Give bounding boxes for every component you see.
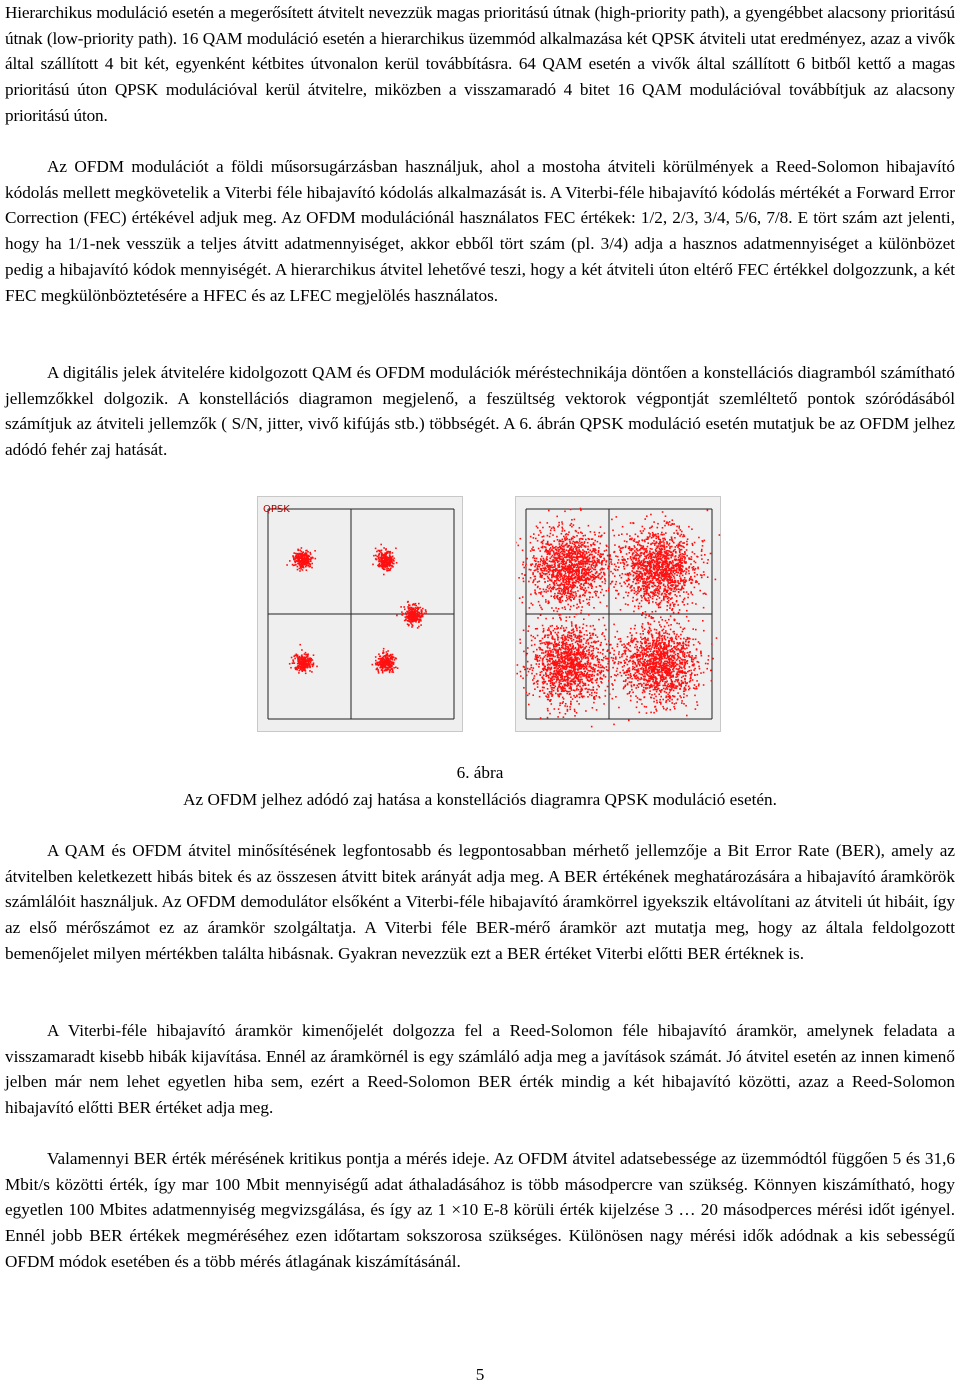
paragraph-constellation: A digitális jelek átvitelére kidolgozott QAM és OFDM modulációk méréstechnikája döntően a konstellációs diagramból számítható jellemzőkkel dolgozik. A konstellációs diagramon megjelenő, a feszültség vektorok végpontját szemléltető pontok szóródásából számítjuk az átviteli jellemzők ( S/N, jitter, vivő kifújás stb.) többségét. A 6. ábrán QPSK moduláció esetén mutatjuk be az OFDM jelhez adódó fehér zaj hatását. [5, 360, 955, 463]
constellation-cluster [396, 601, 427, 629]
constellation-cluster [372, 544, 397, 576]
paragraph-ber: A QAM és OFDM átvitel minősítésének legfontosabb és legpontosabban mérhető jellemzője a Bit Error Rate (BER), amely az átvitelben keletkezett hibás bitek és az összesen átvitt bitek arányát adja meg. A BER értékének meghatározására a hibajavító áramkörök számlálóit használjuk. Az OFDM demodulátor elsőként a Viterbi-féle hibajavító áramkörrel igyekszik eltávolítani az átviteli út hibáit, így az első mérőszámot ez az áramkör szolgáltatja. A Viterbi féle BER-mérő áramkör azt mutatja meg, hogy az általa feldolgozott bemenőjelet milyen mértékben találta hibásnak. Gyakran nevezzük ezt a BER értéket Viterbi előtti BER értéknek is. [5, 838, 955, 967]
panel-label: QPSK [263, 504, 290, 516]
constellation-plot-clean [258, 497, 464, 733]
page-number: 5 [0, 1362, 960, 1388]
figure-caption: Az OFDM jelhez adódó zaj hatása a konstellációs diagramra QPSK moduláció esetén. [0, 787, 960, 813]
figure-number: 6. ábra [0, 760, 960, 786]
constellation-plot-noisy [516, 497, 722, 733]
figure-constellation [257, 496, 465, 732]
constellation-cluster [289, 644, 318, 674]
constellation-panel-noisy [515, 496, 721, 732]
paragraph-measurement-time: Valamennyi BER érték mérésének kritikus pontja a mérés ideje. Az OFDM átvitel adatsebessége az üzemmódtól függően 5 és 31,6 Mbit/s közötti érték, így mar 100 Mbit mennyiségű adat áthaladásához is több másodpercre van szükség. Könnyen kiszámítható, hogy egyetlen 100 Mbites adatmennyiség megvizsgálása, és így az 1 ×10 E-8 körüli érték kijelzése 3 … 20 másodperces mérési időt igényel. Ennél jobb BER értékek megméréséhez ezen időtartam sokszorosa szükséges. Különösen nagy mérési idők adódnak a kis sebességű OFDM módok esetében és a több mérés átlagának kiszámításánál. [5, 1146, 955, 1275]
constellation-cluster [372, 648, 399, 674]
paragraph-ofdm-fec: Az OFDM modulációt a földi műsorsugárzásban használjuk, ahol a mostoha átviteli körülmények a Reed-Solomon hibajavító kódolás mellett megkövetelik a Viterbi féle hibajavító kódolás alkalmazását is. A Viterbi-féle hibajavító kódolás mértékét a Forward Error Correction (FEC) értékével adjuk meg. Az OFDM modulációnál használatos FEC értékek: 1/2, 2/3, 3/4, 5/6, 7/8. E tört szám azt jelenti, hogy ha 1/1-nek vesszük a teljes átvitt adatmennyiséget, akkor ebből tört szám (pl. 3/4) adja a hasznos adatmennyiséget a különbözet pedig a hibajavító kódok mennyiségét. A hierarchikus átvitel lehetővé teszi, hogy a két átviteli úton eltérő FEC értékkel dolgozzunk, a két FEC megkülönböztetésére a HFEC és az LFEC megjelölés használatos. [5, 154, 955, 308]
noisy-cluster [604, 510, 722, 632]
paragraph-reed-solomon: A Viterbi-féle hibajavító áramkör kimenőjelét dolgozza fel a Reed-Solomon féle hibajavító áramkör, amelynek feladata a visszamaradt kisebb hibák kijavítása. Ennél az áramkörnél is egy számláló adja meg a javítások számát. Jó átvitel esetén az innen kimenő jelben már nem lehet egyetlen hiba sem, ezért a Reed-Solomon BER érték mindig a két hibajavító közötti, azaz a Reed-Solomon hibajavító előtti BER értéket adja meg. [5, 1018, 955, 1121]
paragraph-hierarchical: Hierarchikus moduláció esetén a megerősített átvitelt nevezzük magas prioritású útnak (high-priority path), a gyengébbet alacsony prioritású útnak (low-priority path). 16 QAM moduláció esetén a hierarchikus üzemmód alkalmazása két QPSK átviteli utat eredményez, azaz a vivők által szállított 4 bit két, egyenként kétbites útvonalon kerül továbbításra. 64 QAM esetén a vivők által szállított 6 bitből kettő a magas prioritású úton QPSK modulációval kerül átvitelre, miközben a visszamaradó 4 bitet 16 QAM modulációval továbbítjuk az alacsony prioritású úton. [5, 0, 955, 129]
constellation-cluster [286, 547, 316, 572]
constellation-panel-qpsk [257, 496, 463, 732]
noisy-cluster [595, 610, 717, 733]
noisy-cluster [516, 508, 632, 637]
